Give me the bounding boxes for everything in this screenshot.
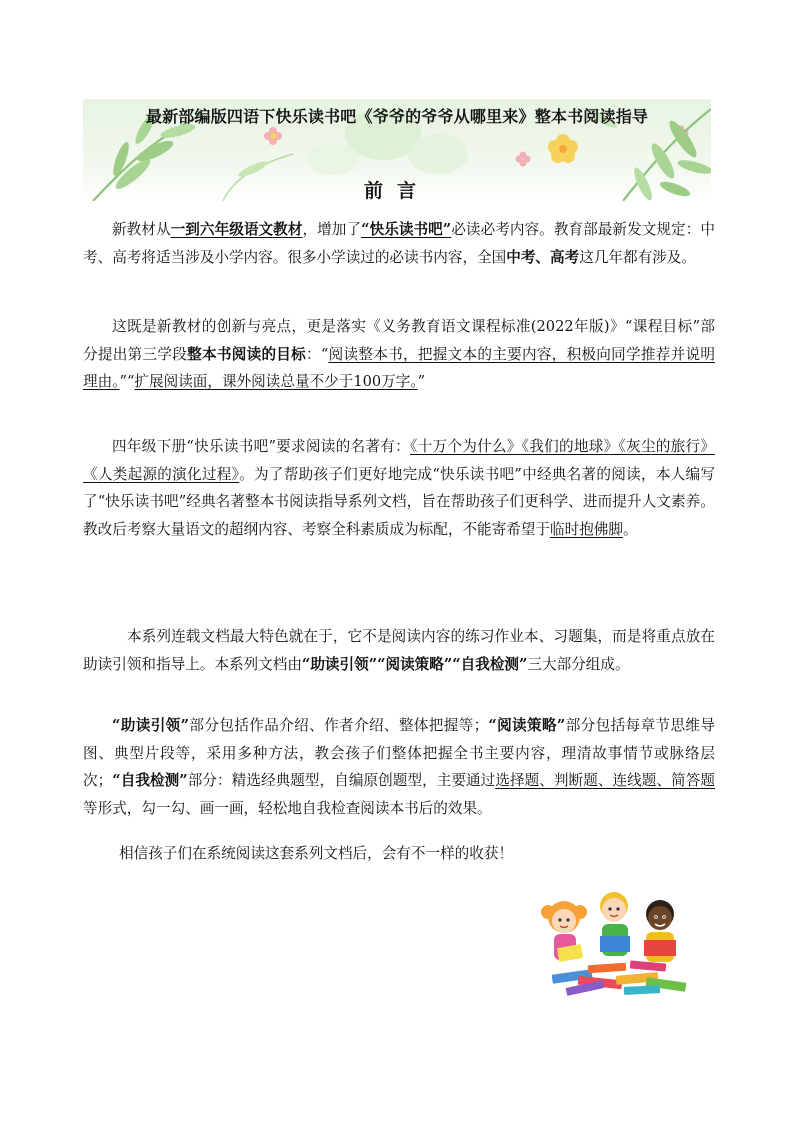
paragraph-3: 四年级下册“快乐读书吧”要求阅读的名著有：《十万个为什么》《我们的地球》《灰尘的旅行》《人类起源的演化过程》。为了帮助孩子们更好地完成“快乐读书吧”中经典名著的阅读，本人编写了“快乐读书吧”经典名著整本书阅读指导系列文档，旨在帮助孩子们更科学、进而提升人文素养。教改后考察大量语文的超纲内容、考察全科素质成为标配，不能寄希望于临时抱佛脚。 xyxy=(83,438,715,538)
paragraph-2: 这既是新教材的创新与亮点，更是落实《义务教育语文课程标准(2022年版)》“课程目标”部分提出第三学段整本书阅读的目标：“阅读整本书，把握文本的主要内容，积极向同学推荐并说明理由。”“扩展阅读面，课外阅读总量不少于100万字。” xyxy=(83,318,715,390)
paragraph-4: 本系列连载文档最大特色就在于，它不是阅读内容的练习作业本、习题集，而是将重点放在助读引领和指导上。本系列文档由“助读引领”“阅读策略”“自我检测”三大部分组成。 xyxy=(83,628,715,673)
kids-reading-books-icon xyxy=(538,884,700,996)
paragraph-5: “助读引领”部分包括作品介绍、作者介绍、整体把握等；“阅读策略”部分包括每章节思维导图、典型片段等，采用多种方法，教会孩子们整体把握全书主要内容，理清故事情节或脉络层次；“自我检测”部分：精选经典题型，自编原创题型，主要通过选择题、判断题、连线题、简答题等形式，勾一勾、画一画，轻松地自我检查阅读本书后的效果。 xyxy=(83,717,715,817)
paragraph-6: 相信孩子们在系统阅读这套系列文档后，会有不一样的收获！ xyxy=(119,845,514,862)
section-heading: 前言 xyxy=(363,180,430,202)
document-title: 最新部编版四语下快乐读书吧《爷爷的爷爷从哪里来》整本书阅读指导 xyxy=(145,107,649,126)
paragraph-1: 新教材从一到六年级语文教材，增加了“快乐读书吧”必读必考内容。教育部最新发文规定：中考、高考将适当涉及小学内容。很多小学读过的必读书内容，全国中考、高考这几年都有涉及。 xyxy=(83,221,715,266)
